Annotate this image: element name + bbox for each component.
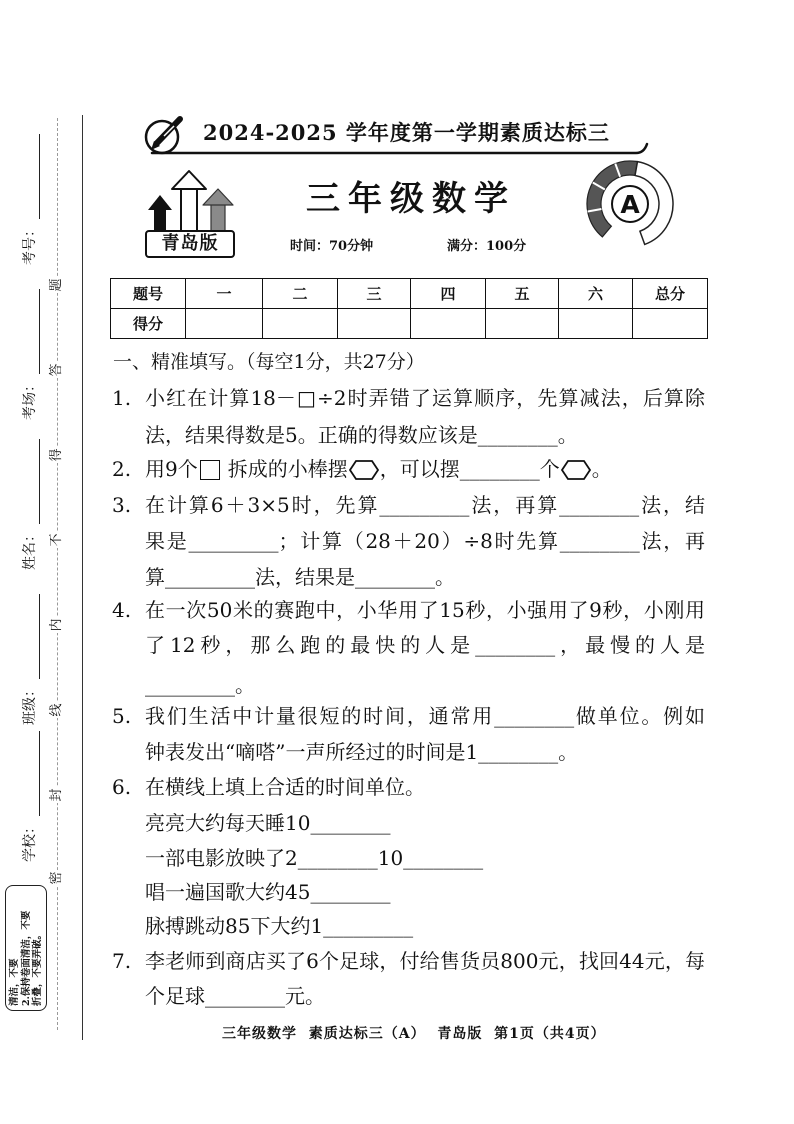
question-line: 在计算6＋3×5时，先算_________法，再算________法，结 (145, 493, 705, 517)
table-header-cell: 题号 (111, 279, 186, 309)
question-number: 7. (112, 949, 132, 973)
time-label: 时间：70分钟 (290, 239, 374, 254)
notice-text (9, 892, 43, 1006)
question-line: 个足球________元。 (145, 984, 325, 1008)
question-line: 果是_________；计算（28＋20）÷8时先算________法，再 (145, 529, 705, 553)
rising-arrows-icon (145, 165, 240, 231)
question-number: 2. (112, 457, 132, 481)
field-label: 考场： (22, 378, 38, 420)
question-line: 小红在计算18－□÷2时弄错了运算顺序，先算减法，后算除 (145, 386, 705, 410)
question-line: 唱一遍国歌大约45________ (145, 880, 391, 904)
question-text: 。 (591, 457, 612, 481)
table-header-cell: 五 (486, 279, 559, 309)
seal-dashed-line (57, 118, 58, 1030)
question-line: 钟表发出“嘀嗒”一声所经过的时间是1________。 (145, 740, 579, 764)
seal-char: 题 (49, 278, 64, 292)
question-line: 亮亮大约每天睡10________ (145, 811, 391, 835)
seal-char: 答 (49, 363, 64, 377)
question-line: 我们生活中计量很短的时间，通常用________做单位。例如 (145, 704, 705, 728)
question-line (145, 455, 612, 483)
score-row-label: 得分 (111, 309, 186, 339)
name-field (20, 439, 40, 570)
table-header-row (111, 279, 708, 309)
question-line: 法，结果得数是5。正确的得数应该是________。 (145, 423, 578, 447)
table-header-cell: 二 (263, 279, 338, 309)
school-field (20, 731, 40, 862)
section-heading: 一、精准填写。（每空1分，共27分） (113, 351, 425, 373)
notice-line: 折叠，不要弄破。 (32, 929, 43, 1006)
question-text: 拆成的小棒摆 (227, 457, 348, 481)
edition-label: 青岛版 (145, 230, 235, 258)
table-row (111, 309, 708, 339)
notice-line: 2.保持卷面清洁，不要 (20, 910, 32, 1006)
score-cell (338, 309, 411, 339)
seal-char: 得 (49, 448, 64, 462)
term-title: 2024-2025 学年度第一学期素质达标三 (203, 120, 610, 145)
score-table (110, 278, 708, 339)
score-cell (186, 309, 263, 339)
table-header-cell: 一 (186, 279, 263, 309)
exam-number-field (20, 134, 40, 265)
question-text: ，可以摆________个 (379, 457, 560, 481)
question-number: 6. (112, 775, 132, 799)
page-footer: 三年级数学 素质达标三（A） 青岛版 第1页（共4页） (222, 1026, 606, 1042)
square-icon (200, 460, 220, 480)
question-line: 脉搏跳动85下大约1_________ (145, 914, 414, 938)
class-field (20, 594, 40, 725)
question-line: 在横线上填上合适的时间单位。 (145, 775, 425, 799)
question-number: 1. (112, 386, 132, 410)
binding-line (82, 115, 83, 1040)
question-line: 在一次50米的赛跑中，小华用了15秒，小强用了9秒，小刚用 (145, 598, 705, 622)
field-blank (24, 594, 40, 679)
score-cell (411, 309, 486, 339)
hexagon-icon (349, 459, 379, 481)
question-number: 3. (112, 493, 132, 517)
ring-gauge-icon (584, 158, 676, 250)
score-cell (486, 309, 559, 339)
table-header-cell: 六 (559, 279, 633, 309)
field-label: 姓名： (22, 528, 38, 570)
page-title: 三年级数学 (306, 179, 516, 219)
score-cell (559, 309, 633, 339)
score-cell (263, 309, 338, 339)
question-line: _________。 (145, 673, 255, 697)
score-cell (633, 309, 708, 339)
notice-line: 清洁，不要 (9, 958, 20, 1006)
full-score-label: 满分：100分 (447, 239, 527, 254)
seal-char: 线 (49, 703, 64, 717)
title-underline (150, 140, 650, 162)
question-line: 一部电影放映了2________10________ (145, 846, 484, 870)
field-label: 学校： (22, 820, 38, 862)
notice-box (5, 885, 47, 1011)
seal-char: 不 (49, 533, 64, 547)
seal-char: 封 (49, 788, 64, 802)
field-label: 考号： (22, 223, 38, 265)
field-blank (24, 731, 40, 816)
question-line: 李老师到商店买了6个足球，付给售货员800元，找回44元，每 (145, 949, 705, 973)
exam-room-field (20, 289, 40, 420)
seal-char: 内 (49, 618, 64, 632)
field-label: 班级： (22, 683, 38, 725)
table-header-cell: 三 (338, 279, 411, 309)
question-line: 算_________法，结果是________。 (145, 565, 455, 589)
question-line: 了12秒，那么跑的最快的人是________，最慢的人是 (145, 633, 705, 657)
question-text: 用9个 (145, 457, 198, 481)
field-blank (24, 289, 40, 374)
table-header-cell: 四 (411, 279, 486, 309)
question-number: 5. (112, 704, 132, 728)
question-number: 4. (112, 598, 132, 622)
hexagon-icon (561, 459, 591, 481)
table-header-cell: 总分 (633, 279, 708, 309)
seal-char: 密 (49, 871, 64, 885)
field-blank (24, 439, 40, 524)
field-blank (24, 134, 40, 219)
level-badge-letter: A (620, 190, 640, 219)
